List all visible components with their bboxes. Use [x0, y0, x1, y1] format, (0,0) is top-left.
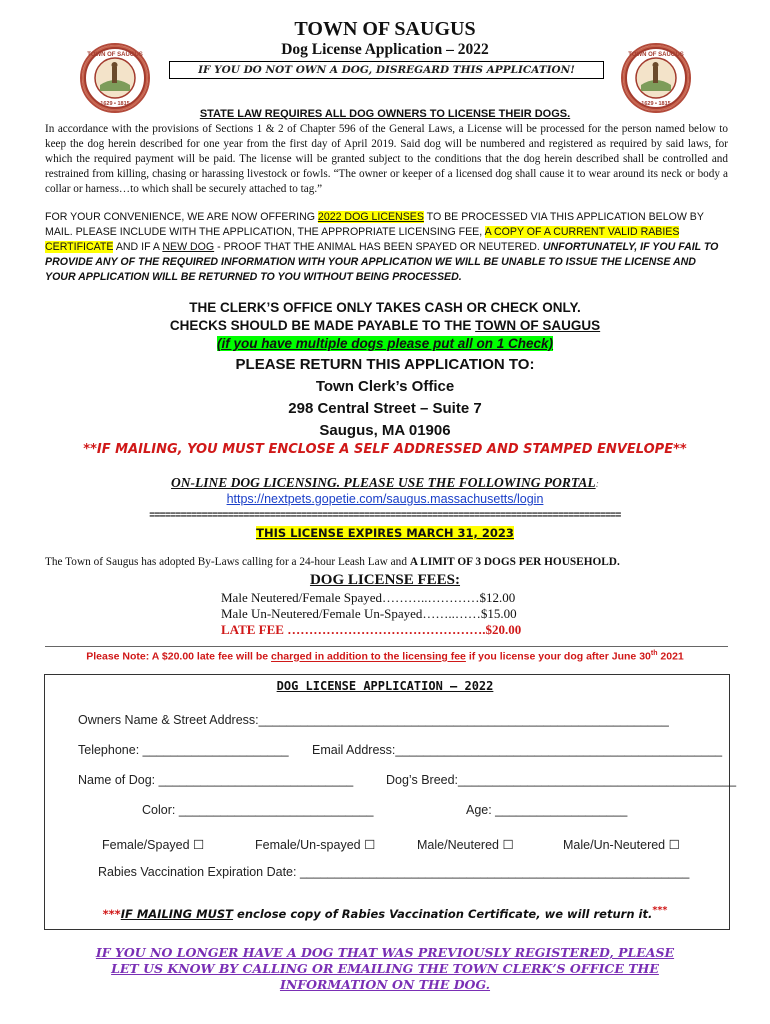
- multiple-dogs-note-line: [0, 336, 770, 351]
- seal-top-text: TOWN OF SAUGUS: [628, 52, 684, 58]
- town-of-saugus-payee: TOWN OF SAUGUS: [475, 318, 601, 333]
- rabies-note-if-mailing: IF MAILING MUST: [120, 906, 234, 921]
- notice-line-1: IF YOU NO LONGER HAVE A DOG THAT WAS PREVIOUSLY REGISTERED, PLEASE: [95, 945, 675, 960]
- online-heading-text: ON-LINE DOG LICENSING. PLEASE USE THE FOLLOWING PORTAL: [171, 475, 596, 490]
- convenience-text-2: TO BE PROCESSED VIA THIS APPLICATION BELOW BY MAIL. PLEASE INCLUDE WITH THE APPLICATION, THE APPROPRIATE LICENSING FEE,: [45, 211, 704, 238]
- female-spayed-checkbox[interactable]: Female/Spayed ☐: [102, 838, 205, 852]
- female-unspayed-checkbox[interactable]: Female/Un-spayed ☐: [255, 838, 376, 852]
- dog-color-field[interactable]: Color: ____________________________: [142, 803, 374, 817]
- late-fee-note-text-4: 2021: [657, 650, 684, 663]
- convenience-text-1: FOR YOUR CONVENIENCE, WE ARE NOW OFFERING: [45, 211, 318, 223]
- convenience-text-4: - PROOF THAT THE ANIMAL HAS BEEN SPAYED OR NEUTERED.: [214, 241, 543, 253]
- convenience-paragraph: [45, 210, 728, 285]
- owner-address-field[interactable]: Owners Name & Street Address:___________________________________________________________: [78, 713, 669, 727]
- online-portal-link[interactable]: https://nextpets.gopetie.com/saugus.massachusetts/login: [226, 492, 544, 506]
- state-law-heading: STATE LAW REQUIRES ALL DOG OWNERS TO LICENSE THEIR DOGS.: [199, 108, 571, 120]
- return-city: Saugus, MA 01906: [319, 422, 451, 439]
- late-fee-note-text-2: charged in addition to the licensing fee: [271, 650, 466, 663]
- dog-name-field[interactable]: Name of Dog: ____________________________: [78, 773, 354, 787]
- unfortunately-warning: UNFORTUNATELY, IF YOU FAIL TO PROVIDE ANY OF THE REQUIRED INFORMATION WITH YOUR APPLICATION WE WILL BE UNABLE TO ISSUE THE LICENSE AND YOUR APPLICATION WILL BE RETURNED TO YOU WITHOUT BEING PROCESSED.: [45, 241, 719, 283]
- email-field[interactable]: Email Address:_______________________________________________: [312, 743, 723, 757]
- separator-line: ==========================================================================================: [149, 510, 621, 521]
- page-title: TOWN OF SAUGUS: [294, 18, 476, 40]
- notice-line-2: LET US KNOW BY CALLING OR EMAILING THE TOWN CLERK’S OFFICE THE: [111, 961, 659, 976]
- seal-bottom-text: 1629 • 1815: [100, 101, 130, 107]
- return-office: Town Clerk’s Office: [315, 378, 455, 395]
- late-fee-note-sup: th: [650, 650, 658, 657]
- dog-licenses-highlight: 2022 DOG LICENSES: [317, 211, 424, 223]
- cash-check-notice: THE CLERK’S OFFICE ONLY TAKES CASH OR CHECK ONLY.: [189, 300, 581, 315]
- divider: [45, 646, 728, 647]
- rabies-note-stars-right: ***: [652, 905, 668, 916]
- license-provisions-paragraph: In accordance with the provisions of Sections 1 & 2 of Chapter 596 of the General Laws, a License will be processed for the person named below to keep the dog herein described for one year from the first day of April 2019. Said dog will be numbered and registered as required by said laws, for which the required payment will be paid. The license will be granted subject to the conditions that the dog herein described shall be controlled and restrained from killing, chasing or harassing livestock or fowls. “The owner or keeper of a licensed dog shall cause it to wear around its neck or body a collar or harness…to which shall be securely attached to tag.”: [45, 123, 728, 195]
- page-subtitle: Dog License Application – 2022: [281, 41, 489, 58]
- return-street: 298 Central Street – Suite 7: [288, 400, 482, 417]
- fees-heading: DOG LICENSE FEES:: [309, 572, 461, 588]
- male-unneutered-checkbox[interactable]: Male/Un-Neutered ☐: [563, 838, 680, 852]
- fee-neutered: Male Neutered/Female Spayed………..…………$12.00: [221, 590, 516, 605]
- rabies-expiration-field[interactable]: Rabies Vaccination Expiration Date: ________________________________________________________: [98, 865, 690, 879]
- seal-top-text: TOWN OF SAUGUS: [87, 52, 143, 58]
- checks-payable-text: CHECKS SHOULD BE MADE PAYABLE TO THE: [169, 318, 476, 333]
- form-title: DOG LICENSE APPLICATION – 2022: [276, 679, 494, 693]
- fee-unneutered: Male Un-Neutered/Female Un-Spayed……..……$15.00: [221, 606, 517, 621]
- no-longer-have-dog-notice: [0, 945, 770, 993]
- fee-late: LATE FEE ……………………………………….$20.00: [221, 622, 522, 637]
- late-fee-note: [0, 650, 770, 663]
- expiration-notice-line: [0, 526, 770, 540]
- convenience-text-3: AND IF A: [113, 241, 163, 253]
- notice-line-3: INFORMATION ON THE DOG.: [279, 977, 491, 992]
- new-dog-text: NEW DOG: [162, 241, 215, 253]
- dog-breed-field[interactable]: Dog’s Breed:________________________________________: [386, 773, 737, 787]
- expiration-notice: THIS LICENSE EXPIRES MARCH 31, 2023: [256, 526, 514, 540]
- multiple-dogs-note: (if you have multiple dogs please put all on 1 Check): [216, 336, 554, 351]
- male-neutered-checkbox[interactable]: Male/Neutered ☐: [417, 838, 514, 852]
- rabies-mailing-note: [0, 905, 770, 921]
- rabies-note-text: enclose copy of Rabies Vaccination Certificate, we will return it.: [233, 906, 653, 921]
- bylaws-notice: [45, 556, 620, 568]
- disregard-warning: IF YOU DO NOT OWN A DOG, DISREGARD THIS APPLICATION!: [169, 61, 604, 79]
- seal-bottom-text: 1629 • 1815: [641, 101, 671, 107]
- rabies-certificate-highlight: A COPY OF A CURRENT VALID RABIES CERTIFICATE: [45, 226, 680, 253]
- telephone-field[interactable]: Telephone: _____________________: [78, 743, 289, 757]
- return-heading: PLEASE RETURN THIS APPLICATION TO:: [235, 356, 535, 373]
- checks-payable-line: [0, 318, 770, 333]
- bylaws-text: The Town of Saugus has adopted By-Laws calling for a 24-hour Leash Law and: [45, 556, 410, 568]
- rabies-note-stars-left: ***: [102, 906, 121, 921]
- late-fee-note-text-3: if you license your dog after June 30: [465, 650, 651, 663]
- online-colon: :: [595, 479, 599, 490]
- dog-age-field[interactable]: Age: ___________________: [466, 803, 628, 817]
- late-fee-note-text-1: Please Note: A $20.00 late fee will be: [86, 650, 272, 663]
- dog-limit-text: A LIMIT OF 3 DOGS PER HOUSEHOLD.: [409, 556, 620, 568]
- online-licensing-heading: [0, 475, 770, 491]
- envelope-notice: **IF MAILING, YOU MUST ENCLOSE A SELF ADDRESSED AND STAMPED ENVELOPE**: [83, 442, 687, 457]
